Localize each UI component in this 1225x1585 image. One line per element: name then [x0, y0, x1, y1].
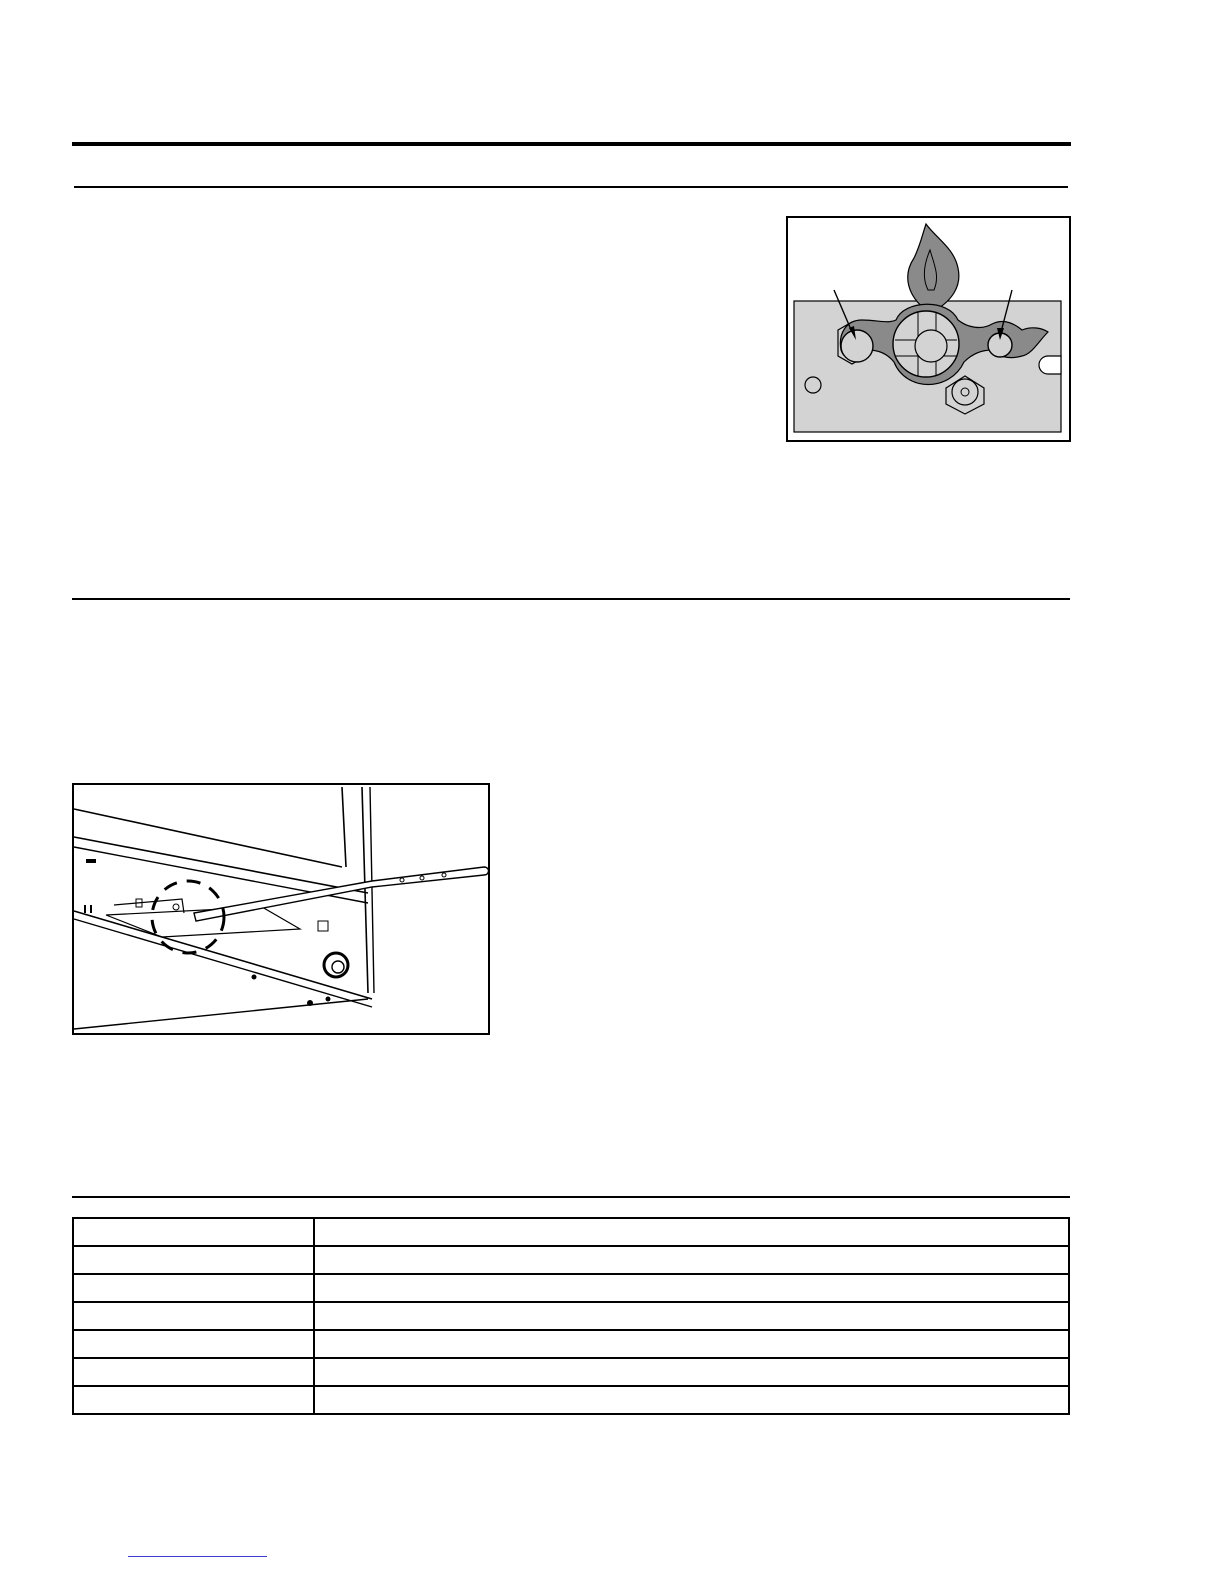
section-rule	[72, 1196, 1070, 1198]
table-cell-value	[314, 1274, 1069, 1302]
table-cell-label	[73, 1218, 314, 1246]
thermocouple-tip	[841, 330, 873, 362]
specification-table	[72, 1217, 1070, 1415]
section-rule	[74, 186, 1068, 188]
fireplace-base-panel-illustration	[72, 783, 490, 1035]
table-cell-value	[314, 1386, 1069, 1414]
table-cell-label	[73, 1358, 314, 1386]
plate-notch	[1039, 356, 1061, 374]
table-cell-label	[73, 1386, 314, 1414]
table-cell-label	[73, 1302, 314, 1330]
table-row	[73, 1330, 1069, 1358]
pilot-assembly-illustration	[786, 216, 1071, 442]
table-cell-value	[314, 1218, 1069, 1246]
table-row	[73, 1302, 1069, 1330]
table-cell-value	[314, 1302, 1069, 1330]
table-cell-label	[73, 1330, 314, 1358]
table-cell-label	[73, 1246, 314, 1274]
top-heavy-rule	[72, 142, 1071, 146]
table-row	[73, 1386, 1069, 1414]
firebox-base-figure	[72, 783, 490, 1035]
table-row	[73, 1274, 1069, 1302]
table-cell-value	[314, 1330, 1069, 1358]
table-row	[73, 1358, 1069, 1386]
table-cell-value	[314, 1246, 1069, 1274]
table-cell-value	[314, 1358, 1069, 1386]
pilot-assembly-figure	[786, 216, 1071, 442]
table-cell-label	[73, 1274, 314, 1302]
table-row	[73, 1218, 1069, 1246]
mount-hole	[805, 377, 821, 393]
table-row	[73, 1246, 1069, 1274]
footer-link-underline[interactable]	[128, 1556, 267, 1557]
section-rule	[72, 598, 1070, 600]
